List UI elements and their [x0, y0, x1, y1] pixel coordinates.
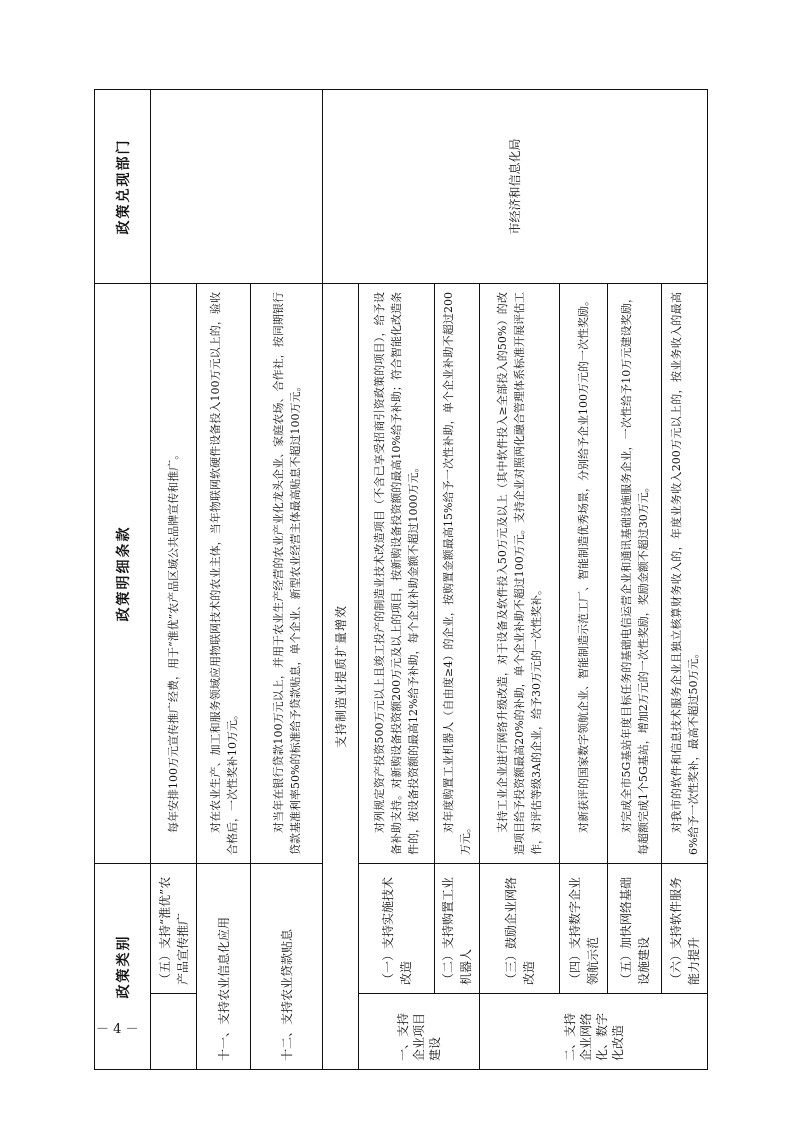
section-row — [323, 90, 359, 1070]
category-level2-cell: （四）支持数字企业领航示范 — [560, 864, 608, 994]
category-level2-cell: （一）支持实施技术改造 — [359, 864, 435, 994]
category-merged-cell: 十一、支持农业信息化应用 — [197, 864, 251, 1070]
category-level1-cell: 二、支持企业网络化、数字化改造 — [480, 994, 708, 1070]
category-level2-cell: （二）支持购置工业机器人 — [435, 864, 480, 994]
policy-detail-text: 对我市的软件和信息技术服务企业且独立核算财务收入的，年度业务收入200万元以上的，按业务收入的最高6%给予一次性奖补，最高不超过50万元。 — [669, 292, 700, 855]
category-level2-cell: （三）鼓励企业网络改造 — [480, 864, 560, 994]
category-level1-cell — [151, 994, 197, 1070]
policy-detail-text: 对列规定资产投资500万元以上且竣工投产的制造业技术改造项目（不含已享受招商引资政策的项目），给予设备补助支持。对新购设备投资额200万元及以上的项目，按新购设备投资额的最高10%给予补助；符合智能化改造条件的，按设备投资额的最高12%给予补助，每个企业补助金额不超过1000万元。 — [373, 292, 420, 855]
category-level1-cell: 一、支持企业项目建设 — [359, 994, 480, 1070]
policy-detail-text: 对在农业生产、加工和服务领域应用物联网技术的农业主体，当年物联网软硬件设备投入100万元以上的，验收合格后，一次性奖补10万元。 — [208, 292, 239, 855]
header-category: 政策类别 — [95, 864, 151, 1070]
policy-table — [94, 89, 708, 1070]
header-detail: 政策明细条款 — [95, 284, 151, 864]
category-level2-cell: （六）支持软件服务能力提升 — [662, 864, 708, 994]
header-row — [95, 90, 151, 1070]
rotated-policy-table-wrapper — [94, 90, 701, 1070]
policy-detail-cell — [359, 284, 435, 864]
policy-detail-cell — [480, 284, 560, 864]
policy-detail-text: 支持工业企业进行网络升级改造，对于设备及软件投入50万元及以上（其中软件投入≥全部投入的50%）的改造项目给予投资额最高20%的补助，单个企业补助不超过100万元。支持企业对照两化融合管理体系标准开展评估工作，对评估等级3A的企业，给予30万元的一次性奖补。 — [496, 292, 543, 855]
section-title: 支持制造业提质扩量增效 — [323, 284, 359, 1070]
category-merged-cell: 十二、支持农业贷款贴息 — [251, 864, 323, 1070]
policy-detail-text: 每年安排100万元宣传推广经费，用于“淮优”农产品区域公共品牌宣传和推广。 — [167, 448, 180, 833]
policy-detail-text: 对年度购置工业机器人（自由度≥4）的企业，按购置金额最高15%给予一次性补助，单个企业补助不超过200万元。 — [442, 292, 472, 855]
policy-detail-cell — [608, 284, 662, 864]
policy-detail-cell — [560, 284, 608, 864]
policy-detail-cell — [197, 284, 251, 864]
policy-detail-cell — [151, 284, 197, 864]
policy-detail-cell — [662, 284, 708, 864]
policy-detail-text: 对当年在银行贷款100万元以上，并用于农业生产经营的农业产业化龙头企业、家庭农场、合作社，按同期银行贷款基准利率50%的标准给予贷款贴息，单个企业、新型农业经营主体最高贴息不超过100万元。 — [271, 292, 302, 855]
category-level2-cell: （五）加快网络基础设施建设 — [608, 864, 662, 994]
category-level2-cell: （五）支持“淮优”农产品宣传推广 — [151, 864, 197, 994]
page-number: － 4 － — [96, 1022, 139, 1037]
table-row — [151, 90, 197, 1070]
policy-detail-text: 对新获评的国家数字领航企业、智能制造示范工厂、智能制造优秀场景，分别给予企业100万元的一次性奖励。 — [577, 295, 590, 833]
department-value: 市经济和信息化局 — [323, 90, 708, 284]
policy-detail-cell — [435, 284, 480, 864]
policy-detail-cell — [251, 284, 323, 864]
header-department: 政策兑现部门 — [95, 90, 151, 284]
department-cell-blank — [151, 90, 323, 284]
policy-detail-text: 对完成全市5G基站年度目标任务的基础电信运营企业和通讯基础设施服务企业，一次性给予10万元建设奖励，每超额完成1个5G基站，增加2万元的一次性奖励，奖励金额不超过30万元。 — [619, 292, 650, 855]
